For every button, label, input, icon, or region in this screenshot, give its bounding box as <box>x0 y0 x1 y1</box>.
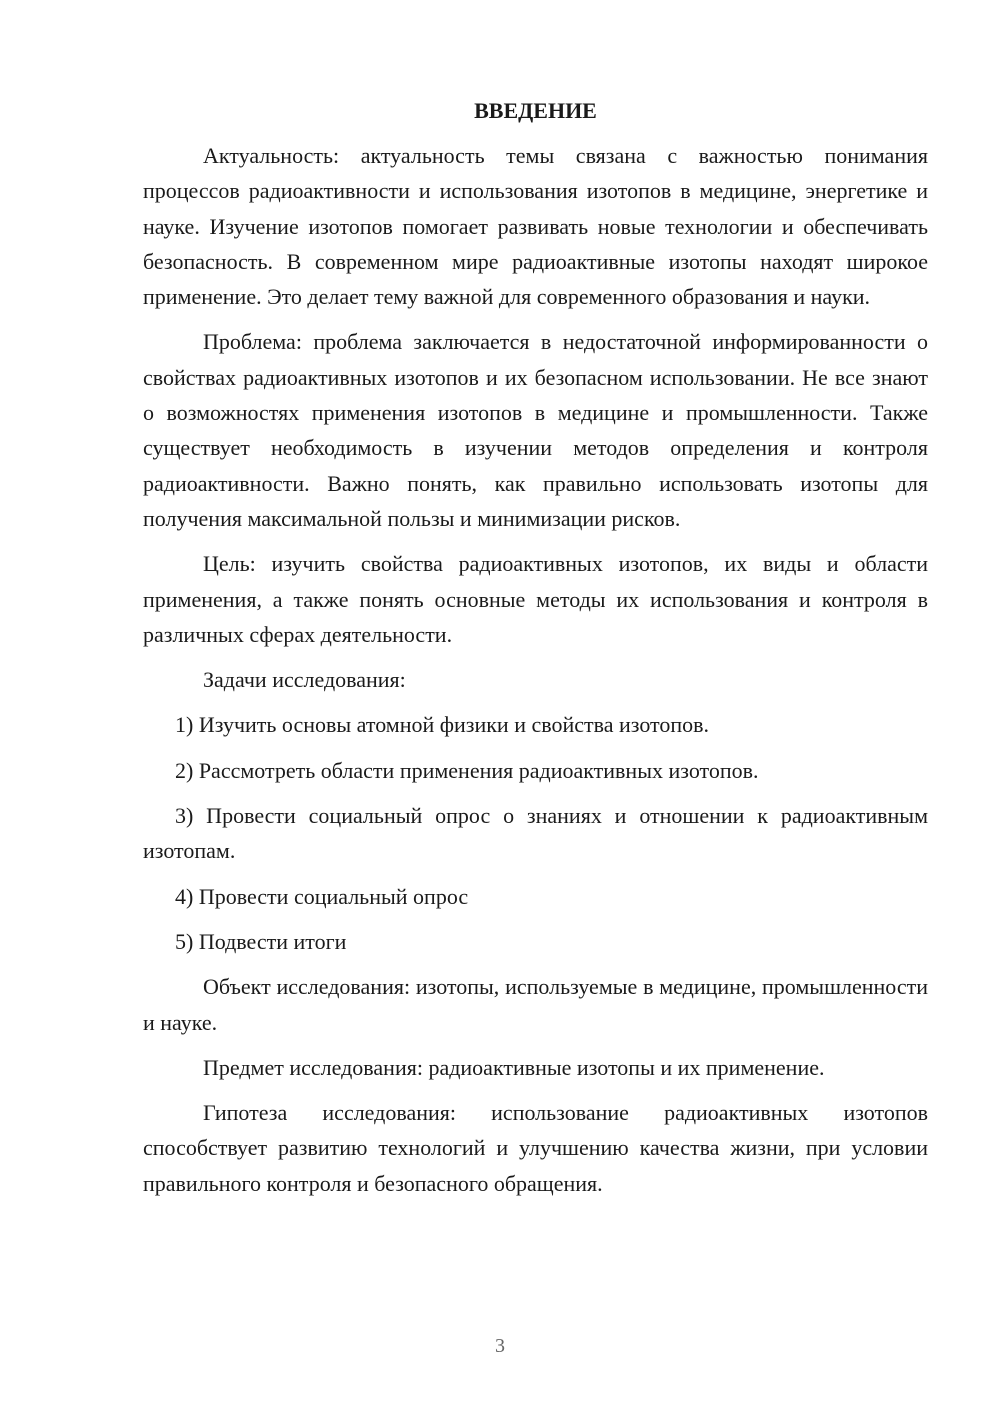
section-title: ВВЕДЕНИЕ <box>474 98 597 123</box>
paragraph-subject: Предмет исследования: радиоактивные изотопы и их применение. <box>203 1054 825 1080</box>
paragraph-problem: Проблема: проблема заключается в недостаточной информированности о свойствах радиоактивных изотопов и их безопасном использовании. Не все знают о возможностях применения изотопов в медицине и промышленности. Также существует необходимость в изучении методов определения и контроля радиоактивности. Важно понять, как правильно использовать изотопы для получения максимальной пользы и минимизации рисков. <box>143 329 928 531</box>
page-content <box>143 96 928 1211</box>
paragraph-hypothesis: Гипотеза исследования: использование радиоактивных изотопов способствует развитию технологий и улучшению качества жизни, при условии правильного контроля и безопасного обращения. <box>143 1100 928 1196</box>
paragraph-relevance: Актуальность: актуальность темы связана с важностью понимания процессов радиоактивности и использования изотопов в медицине, энергетике и науке. Изучение изотопов помогает развивать новые технологии и обеспечивать безопасность. В современном мире радиоактивные изотопы находят широкое применение. Это делает тему важной для современного образования и науки. <box>143 143 928 310</box>
task-item-5: 5) Подвести итоги <box>175 928 347 954</box>
paragraph-object: Объект исследования: изотопы, используемые в медицине, промышленности и науке. <box>143 974 928 1035</box>
task-item-1: 1) Изучить основы атомной физики и свойства изотопов. <box>175 712 710 738</box>
page-number: 3 <box>495 1335 505 1357</box>
task-item-2: 2) Рассмотреть области применения радиоактивных изотопов. <box>175 757 759 783</box>
tasks-heading: Задачи исследования: <box>203 667 406 693</box>
paragraph-goal: Цель: изучить свойства радиоактивных изотопов, их виды и области применения, а также понять основные методы их использования и контроля в различных сферах деятельности. <box>143 551 928 647</box>
task-item-4: 4) Провести социальный опрос <box>175 883 469 909</box>
task-item-3: 3) Провести социальный опрос о знаниях и отношении к радиоактивным изотопам. <box>143 803 928 864</box>
